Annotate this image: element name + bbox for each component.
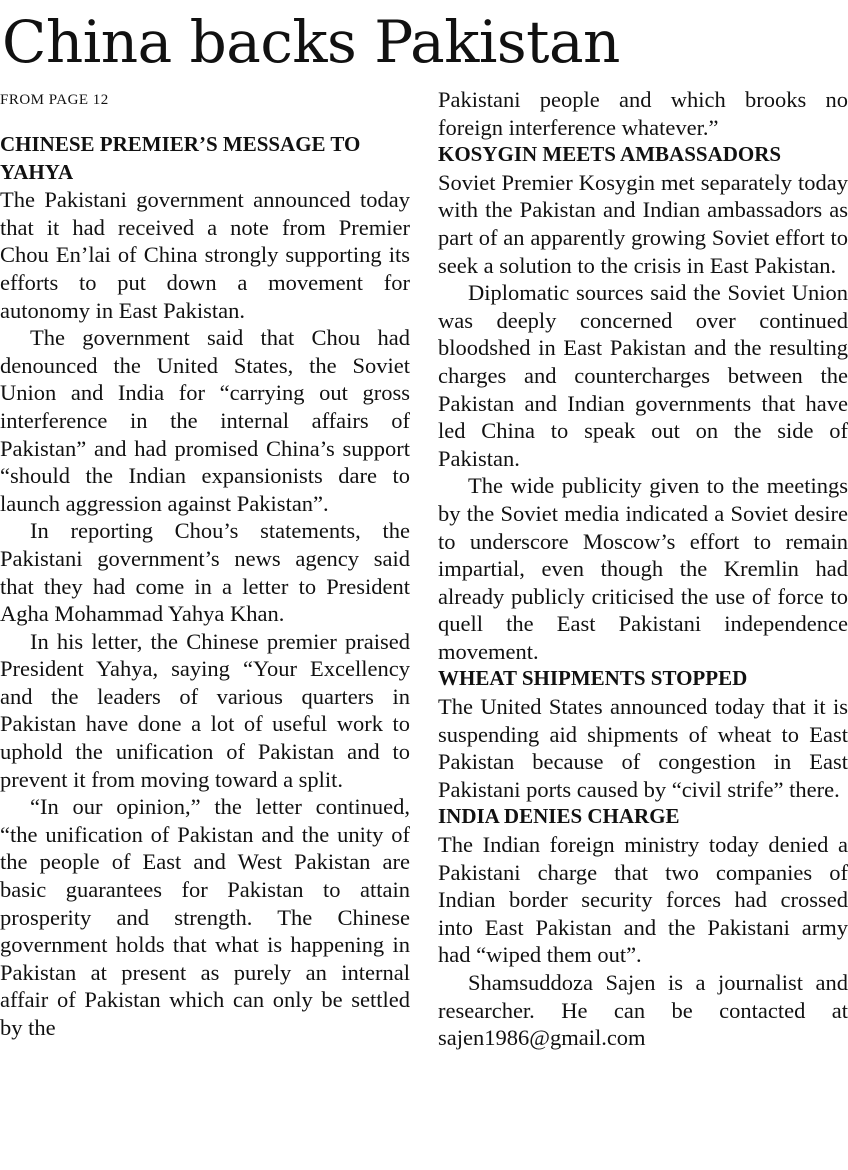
paragraph: In his letter, the Chinese premier praised President Yahya, saying “Your Excellency and the leaders of various quarters in Pakistan have done a lot of useful work to uphold the unification of Pakistan and to prevent it from moving toward a split. — [0, 628, 410, 792]
paragraph: The United States announced today that it is suspending aid shipments of wheat to East Pakistan because of congestion in East Pakistani ports caused by “civil strife” there. — [438, 694, 848, 802]
subhead-chinese-premier: CHINESE PREMIER’S MESSAGE TO YAHYA — [0, 132, 361, 184]
subhead-india: INDIA DENIES CHARGE — [438, 804, 680, 829]
paragraph: The government said that Chou had denounced the United States, the Soviet Union and India for “carrying out gross interference in the internal affairs of Pakistan” and had promised China’s support “should the Indian expansionists dare to launch aggression against Pakistan”. — [0, 325, 410, 516]
left-column — [0, 86, 410, 1042]
continued-paragraph: Pakistani people and which brooks no foreign interference whatever.” — [438, 87, 848, 140]
paragraph: In reporting Chou’s statements, the Pakistani government’s news agency said that they had come in a letter to President Agha Mohammad Yahya Khan. — [0, 518, 410, 627]
subhead-kosygin: KOSYGIN MEETS AMBASSADORS — [438, 142, 782, 167]
paragraph: The Pakistani government announced today that it had received a note from Premier Chou En’lai of China strongly supporting its efforts to put down a movement for autonomy in East Pakistan. — [0, 187, 410, 323]
paragraph: “In our opinion,” the letter continued, “the unification of Pakistan and the unity of the people of East and West Pakistan are basic guarantees for Pakistan to attain prosperity and strength. The Chinese government holds that what is happening in Pakistan at present as purely an internal affair of Pakistan which can only be settled by the — [0, 794, 410, 1040]
right-column — [438, 86, 848, 1052]
author-note: Shamsuddoza Sajen is a journalist and researcher. He can be contacted at sajen1986@gmail.com — [438, 970, 848, 1051]
headline: China backs Pakistan — [2, 8, 620, 76]
paragraph: The wide publicity given to the meetings by the Soviet media indicated a Soviet desire to underscore Moscow’s effort to remain impartial, even though the Kremlin had already publicly criticised the use of force to quell the East Pakistani independence movement. — [438, 473, 848, 664]
paragraph: Diplomatic sources said the Soviet Union was deeply concerned over continued bloodshed in East Pakistan and the resulting charges and countercharges between the Pakistan and Indian governments that have led China to speak out on the side of Pakistan. — [438, 280, 848, 471]
subhead-wheat: WHEAT SHIPMENTS STOPPED — [438, 666, 748, 691]
paragraph: Soviet Premier Kosygin met separately today with the Pakistan and Indian ambassadors as part of an apparently growing Soviet effort to seek a solution to the crisis in East Pakistan. — [438, 169, 848, 278]
paragraph: The Indian foreign ministry today denied a Pakistani charge that two companies of Indian border security forces had crossed into East Pakistan and the Pakistani army had “wiped them out”. — [438, 832, 848, 968]
continuation-kicker: FROM PAGE 12 — [0, 92, 109, 108]
